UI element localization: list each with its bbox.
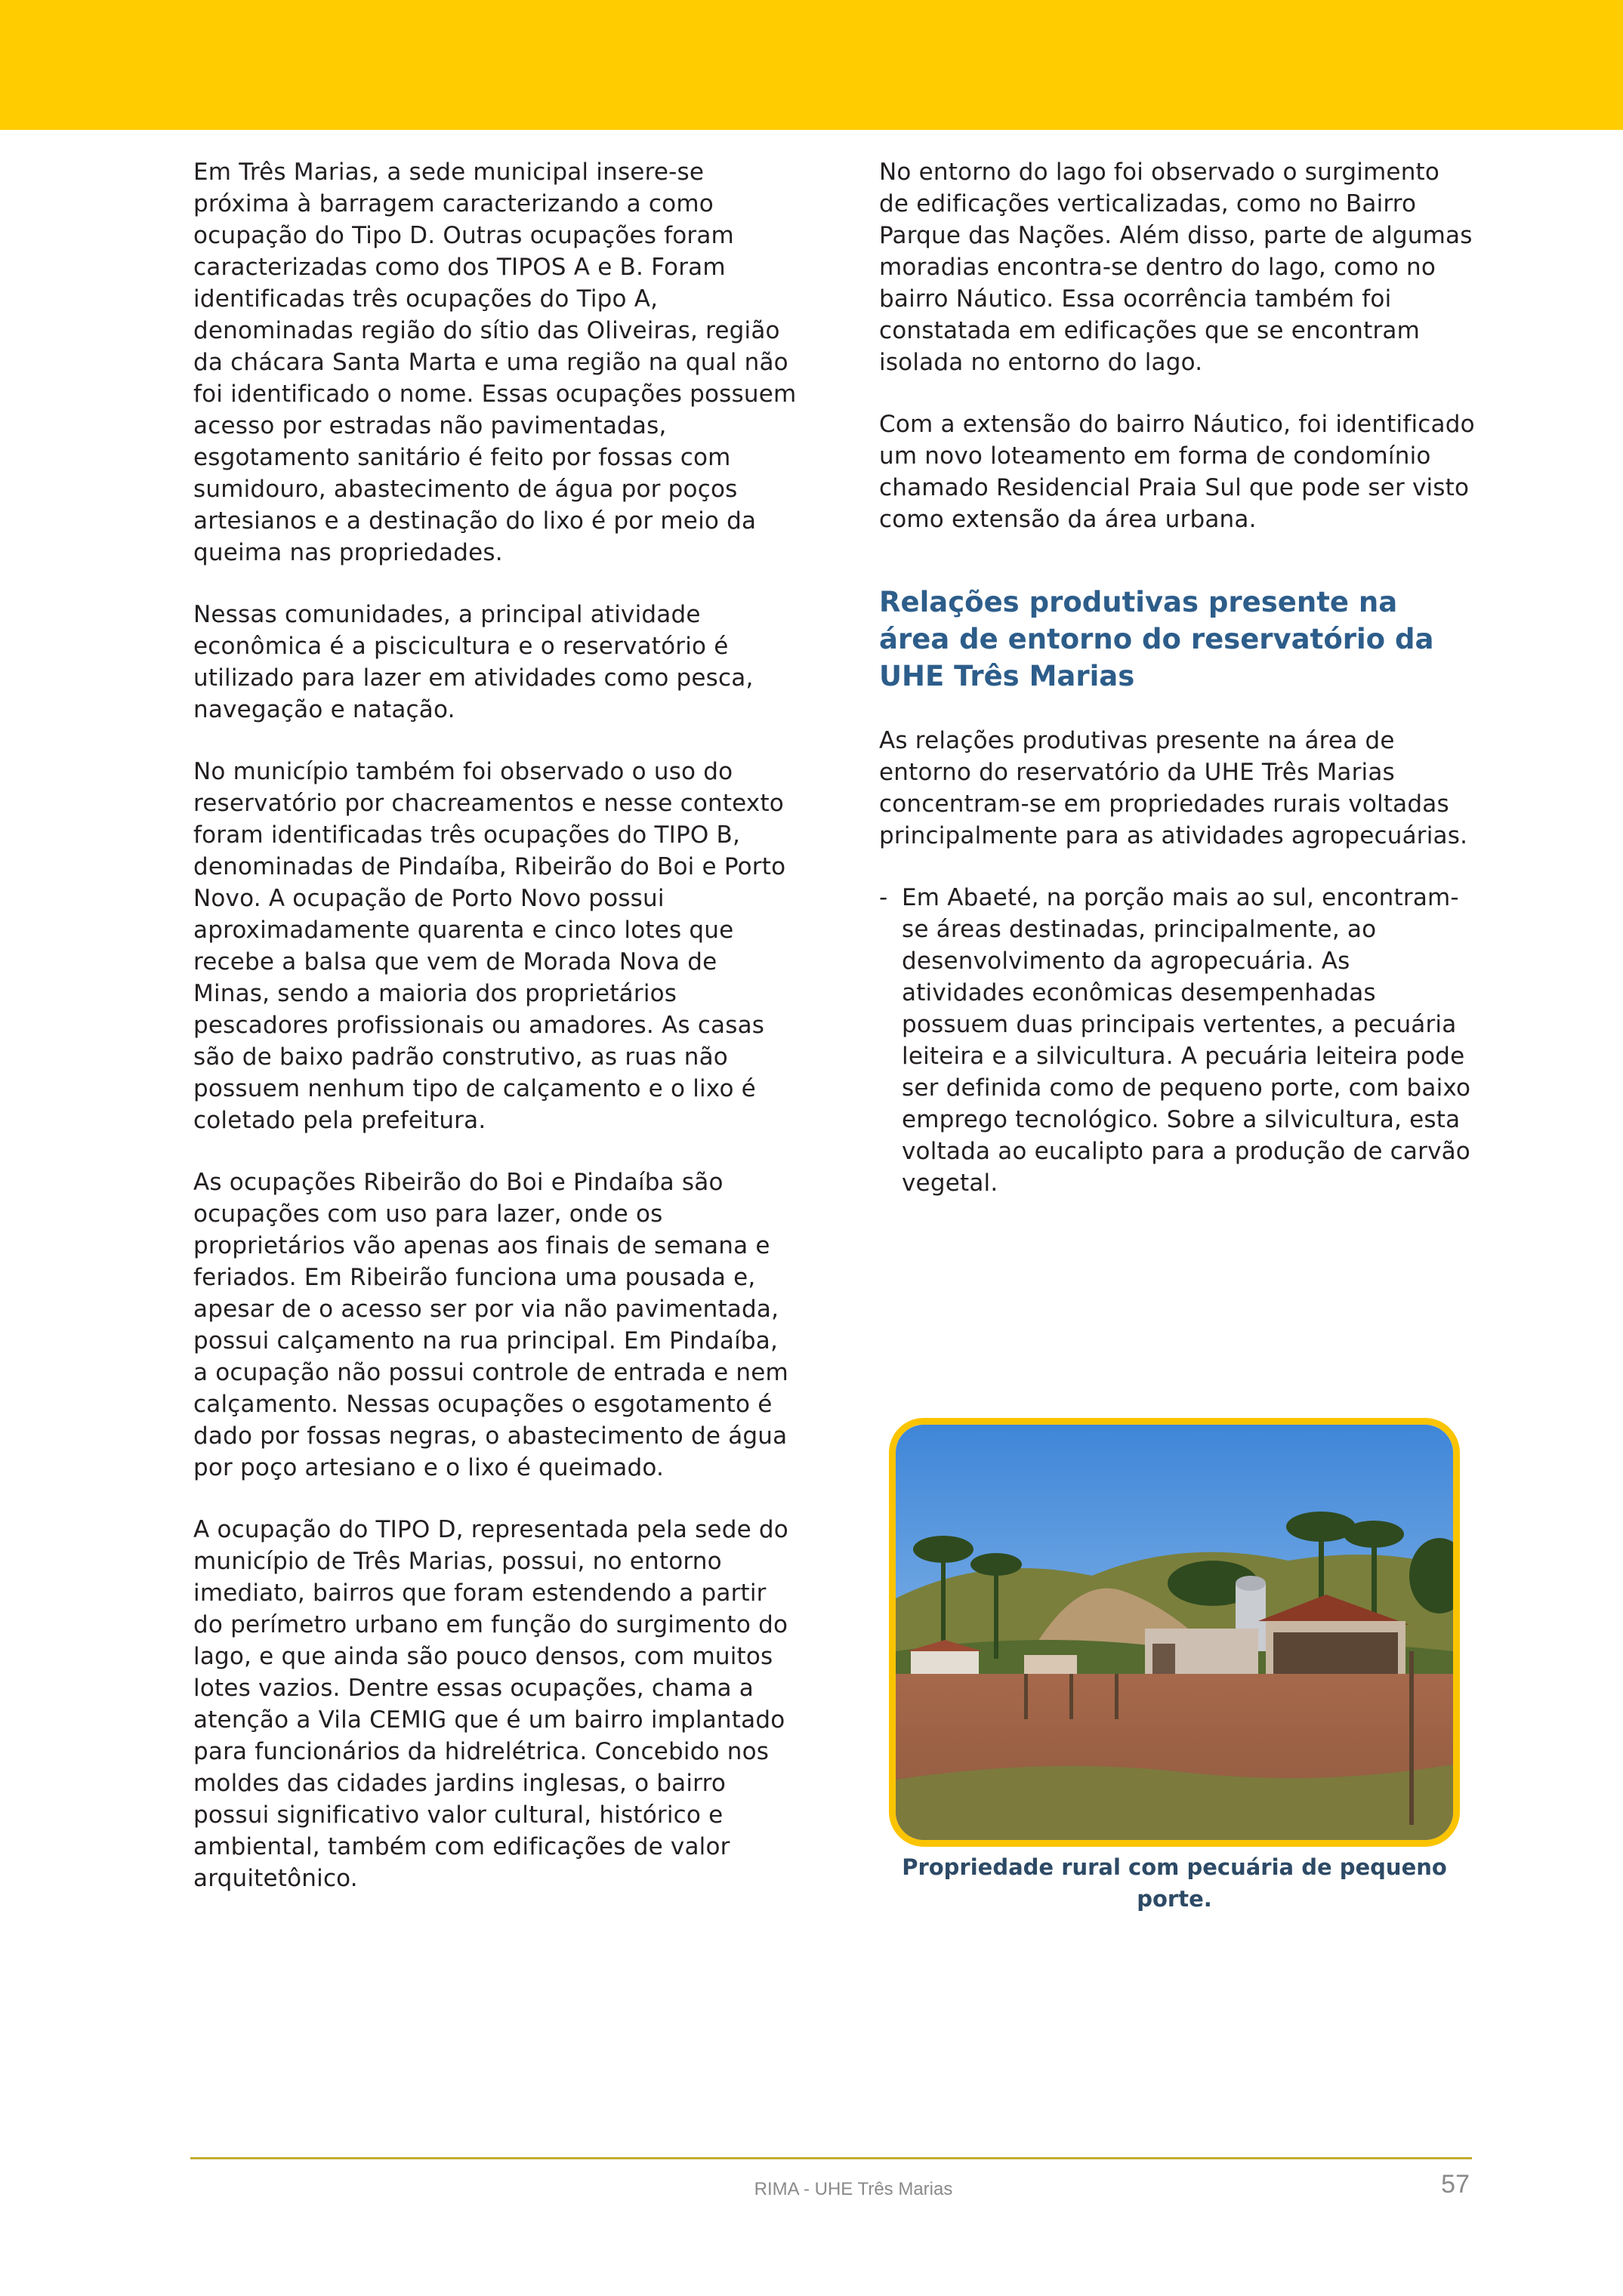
top-color-band bbox=[0, 0, 1623, 130]
bullet-text: Em Abaeté, na porção mais ao sul, encontram-se áreas destinadas, principalmente, ao desenvolvimento da agropecuária. As atividades econômicas desempenhadas possuem duas principais vertentes, a pecuária leiteira e a silvicultura. A pecuária leiteira pode ser definida como de pequeno porte, com baixo emprego tecnológico. Sobre a silvicultura, esta voltada ao eucalipto para a produção de carvão vegetal. bbox=[902, 884, 1471, 1197]
footer-title: RIMA - UHE Três Marias bbox=[754, 2179, 953, 2199]
paragraph-ribeirao-pindaiba: As ocupações Ribeirão do Boi e Pindaíba são ocupações com uso para lazer, onde os proprietários vão apenas aos finais de semana e feriados. Em Ribeirão funciona uma pousada e, apesar de o acesso ser por via não pavimentada, possui calçamento na rua principal. Em Pindaíba, a ocupação não possui controle de entrada e nem calçamento. Nessas ocupações o esgotamento é dado por fossas negras, o abastecimento de água por poço artesiano e o lixo é queimado. bbox=[193, 1169, 788, 1481]
paragraph-atividade-economica: Nessas comunidades, a principal atividade econômica é a piscicultura e o reservatório é utilizado para lazer em atividades como pesca, navegação e natação. bbox=[193, 601, 754, 723]
paragraph-tres-marias-tipos: Em Três Marias, a sede municipal insere-se próxima à barragem caracterizando a como ocupação do Tipo D. Outras ocupações foram caracterizadas como dos TIPOS A e B. Foram identificadas três ocupações do Tipo A, denominadas região do sítio das Oliveiras, região da chácara Santa Marta e uma região na qual não foi identificado o nome. Essas ocupações possuem acesso por estradas não pavimentadas, esgotamento sanitário é feito por fossas com sumidouro, abastecimento de água por poços artesianos e a destinação do lixo é por meio da queima nas propriedades. bbox=[193, 159, 797, 566]
paragraph-relacoes-produtivas: As relações produtivas presente na área de entorno do reservatório da UHE Três Marias concentram-se em propriedades rurais voltadas principalmente para as atividades agropecuárias. bbox=[879, 727, 1468, 849]
section-title: Relações produtivas presente na área de entorno do reservatório da UHE Três Marias bbox=[879, 586, 1434, 692]
paragraph-bairro-nautico: Com a extensão do bairro Náutico, foi identificado um novo loteamento em forma de condomínio chamado Residencial Praia Sul que pode ser visto como extensão da área urbana. bbox=[879, 411, 1475, 533]
page-number: 57 bbox=[1441, 2170, 1470, 2199]
rural-property-photo bbox=[889, 1418, 1460, 1847]
paragraph-tipo-b: No município também foi observado o uso do reservatório por chacreamentos e nesse contexto foram identificadas três ocupações do TIPO B, denominadas de Pindaíba, Ribeirão do Boi e Porto Novo. A ocupação de Porto Novo possui aproximadamente quarenta e cinco lotes que recebe a balsa que vem de Morada Nova de Minas, sendo a maioria dos proprietários pescadores profissionais ou amadores. As casas são de baixo padrão construtivo, as ruas não possuem nenhum tipo de calçamento e o lixo é coletado pela prefeitura. bbox=[193, 758, 786, 1134]
footer-rule bbox=[190, 2157, 1472, 2159]
bullet-dash: - bbox=[879, 884, 888, 911]
right-column bbox=[879, 156, 1476, 1199]
left-column bbox=[193, 156, 798, 1925]
bullet-abaete bbox=[879, 882, 1476, 1199]
paragraph-tipo-d: A ocupação do TIPO D, representada pela sede do município de Três Marias, possui, no entorno imediato, bairros que foram estendendo a partir do perímetro urbano em função do surgimento do lago, e que ainda são pouco densos, com muitos lotes vazios. Dentre essas ocupações, chama a atenção a Vila CEMIG que é um bairro implantado para funcionários da hidrelétrica. Concebido nos moldes das cidades jardins inglesas, o bairro possui significativo valor cultural, histórico e ambiental, também com edificações de valor arquitetônico. bbox=[193, 1516, 788, 1892]
photo-caption: Propriedade rural com pecuária de pequeno porte. bbox=[902, 1854, 1447, 1912]
paragraph-entorno-lago: No entorno do lago foi observado o surgimento de edificações verticalizadas, como no Bairro Parque das Nações. Além disso, parte de algumas moradias encontra-se dentro do lago, como no bairro Náutico. Essa ocorrência também foi constatada em edificações que se encontram isolada no entorno do lago. bbox=[879, 159, 1473, 376]
